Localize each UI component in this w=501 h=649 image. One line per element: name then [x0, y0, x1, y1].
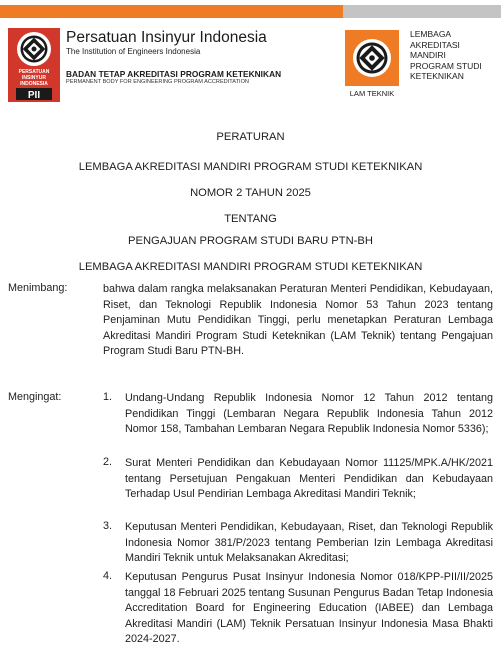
mengingat-item-1-number: 1. — [103, 391, 113, 403]
pii-logo — [8, 28, 60, 102]
org-name-en: The Institution of Engineers Indonesia — [66, 47, 201, 56]
mengingat-item-3-number: 3. — [103, 520, 113, 532]
header-bar-grey — [343, 5, 501, 18]
mengingat-item-4-text: Keputusan Pengurus Pusat Insinyur Indonesia Nomor 018/KPP-PII/II/2025 tanggal 18 Februari 2025 tentang Susunan Pengurus Badan Tetap Indonesia Accreditation Board for Engineering Education (IABEE) dan Lembaga Akreditasi Mandiri (LAM) Teknik Persatuan Insinyur Indonesia Masa Bhakti 2024-2027. — [125, 571, 493, 645]
title-issuer: LEMBAGA AKREDITASI MANDIRI PROGRAM STUDI KETEKNIKAN — [78, 161, 423, 173]
title-tentang: TENTANG — [224, 213, 277, 225]
title-peraturan: PERATURAN — [216, 131, 285, 143]
pii-logo-text-2: INSINYUR — [22, 75, 46, 81]
body-name-en: PERMANENT BODY FOR ENGINEERING PROGRAM ACCREDITATION — [66, 79, 249, 85]
mengingat-item-3-text: Keputusan Menteri Pendidikan, Kebudayaan, Riset, dan Teknologi Republik Indonesia Nomor 381/P/2023 tentang Pemberian Izin Lembaga Akreditasi Mandiri Teknik untuk Melaksanakan Akreditasi; — [125, 521, 493, 564]
lam-title-line-4: PROGRAM STUDI — [410, 60, 482, 71]
title-subject: PENGAJUAN PROGRAM STUDI BARU PTN-BH — [128, 235, 373, 247]
header-color-bar — [0, 0, 501, 20]
mengingat-item-2-text: Surat Menteri Pendidikan dan Kebudayaan Nomor 11125/MPK.A/HK/2021 tentang Persetujuan Pengakuan Menteri Pendidikan dan Kebudayaan Terhadap Usul Pendirian Lembaga Akreditasi Mandiri Teknik; — [125, 457, 493, 500]
lam-title-line-5: KETEKNIKAN — [410, 71, 464, 81]
lam-title-line-1: LEMBAGA — [410, 29, 452, 39]
lam-teknik-logo — [343, 28, 401, 100]
body-name: BADAN TETAP AKREDITASI PROGRAM KETEKNIKAN — [66, 69, 282, 79]
pii-logo-text-1: PERSATUAN — [18, 69, 50, 75]
lam-title — [410, 29, 500, 82]
title-number: NOMOR 2 TAHUN 2025 — [190, 187, 311, 199]
lam-title-line-3: MANDIRI — [410, 50, 446, 60]
header-bar-orange — [0, 5, 343, 18]
pii-logo-text-3: INDONESIA — [20, 81, 48, 87]
mengingat-item-1-text: Undang-Undang Republik Indonesia Nomor 12 Tahun 2012 tentang Pendidikan Tinggi (Lembaran Negara Republik Indonesia Tahun 2012 Nomor 158, Tambahan Lembaran Negara Republik Indonesia Nomor 5336); — [125, 392, 493, 435]
org-name: Persatuan Insinyur Indonesia — [66, 29, 267, 46]
mengingat-label: Mengingat: — [8, 391, 62, 403]
mengingat-item-2-number: 2. — [103, 456, 113, 468]
pii-logo-mark: PII — [27, 90, 41, 101]
title-issuer-repeat: LEMBAGA AKREDITASI MANDIRI PROGRAM STUDI KETEKNIKAN — [78, 261, 423, 273]
menimbang-text: bahwa dalam rangka melaksanakan Peraturan Menteri Pendidikan, Kebudayaan, Riset, dan Teknologi Republik Indonesia Nomor 53 Tahun 2023 tentang Penjaminan Mutu Pendidikan Tinggi, perlu menetapkan Peraturan Lembaga Akreditasi Mandiri Program Studi Keteknikan (LAM Teknik) tentang Pengajuan Program Studi Baru PTN-BH. — [103, 283, 493, 357]
menimbang-label: Menimbang: — [8, 282, 68, 294]
mengingat-item-4-number: 4. — [103, 570, 113, 582]
lam-logo-caption: LAM TEKNIK — [349, 89, 395, 98]
lam-title-line-2: AKREDITASI — [410, 39, 460, 50]
